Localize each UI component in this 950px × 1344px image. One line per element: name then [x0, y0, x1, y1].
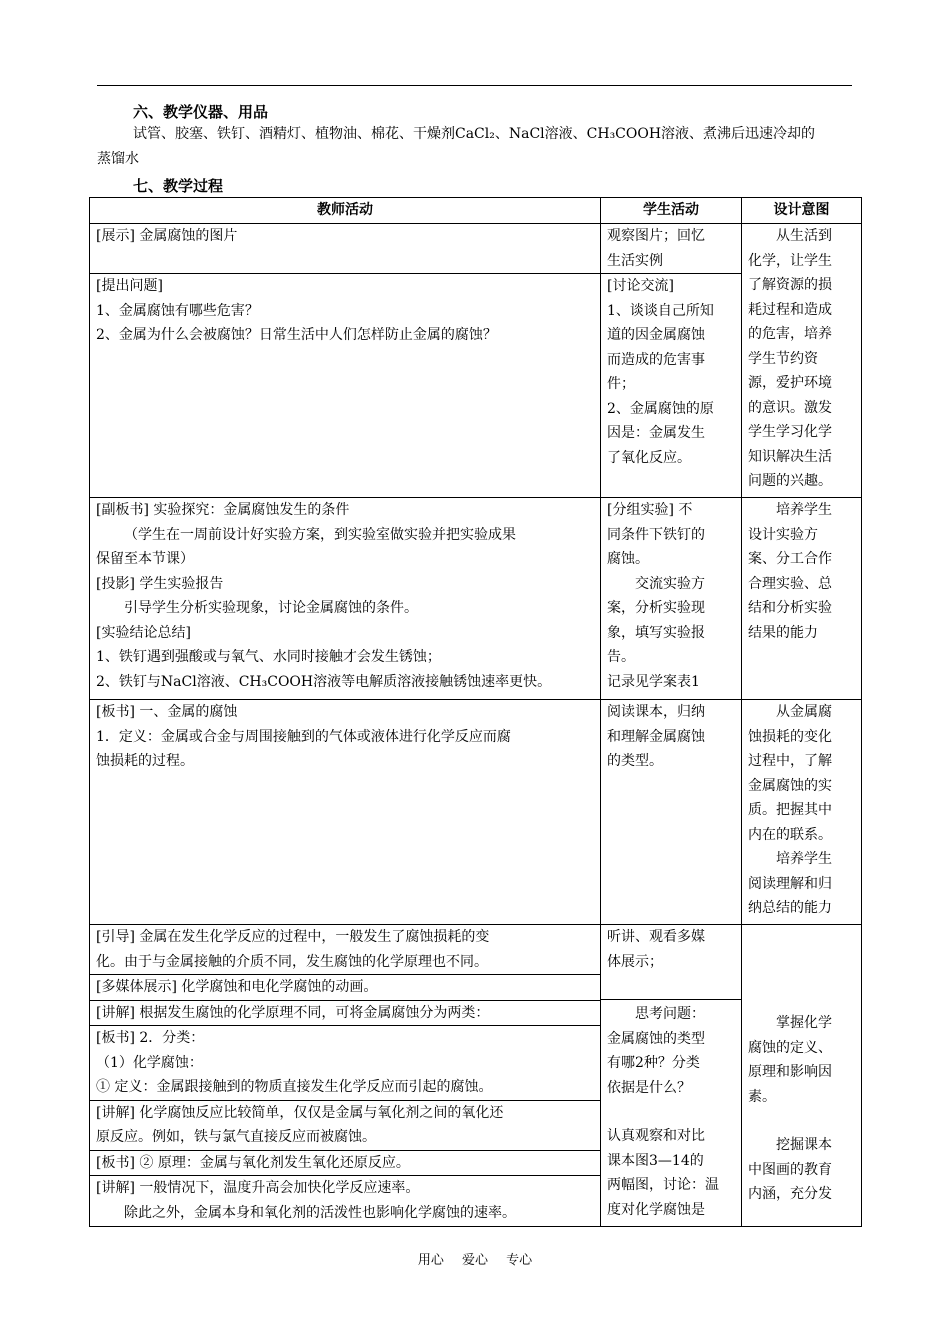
table-row	[90, 498, 862, 700]
header-intent: 设计意图	[742, 198, 862, 224]
text-line: [多媒体展示] 化学腐蚀和电化学腐蚀的动画。	[96, 979, 378, 995]
teacher-cell	[90, 274, 601, 498]
text-line: 了解资源的损	[748, 277, 832, 293]
text-line: ① 定义：金属跟接触到的物质直接发生化学反应而引起的腐蚀。	[96, 1079, 493, 1095]
teacher-cell	[90, 224, 601, 274]
text-line: 听讲、观看多媒	[607, 929, 705, 945]
text-line: 记录见学案表1	[607, 673, 700, 690]
text-line: 内涵，充分发	[748, 1186, 832, 1202]
text-line: 了氧化反应。	[607, 449, 691, 466]
text-line: 素。	[748, 1088, 776, 1105]
text-line: 认真观察和对比	[607, 1128, 705, 1144]
text-line: 原反应。例如，铁与氯气直接反应而被腐蚀。	[96, 1129, 376, 1145]
text-line: 因是：金属发生	[607, 425, 705, 441]
text-line: 过程中，了解	[748, 753, 832, 769]
text-line: 纳总结的能力	[748, 900, 832, 916]
text-line: 阅读理解和归	[748, 875, 832, 892]
text-line: 从生活到	[776, 228, 832, 244]
text-line: 腐蚀的定义、	[748, 1039, 832, 1056]
text-line: 2、铁钉与NaCl溶液、CH₃COOH溶液等电解质溶液接触锈蚀速率更快。	[96, 673, 552, 690]
text-line: 蚀损耗的变化	[748, 728, 832, 745]
text-line: 培养学生	[776, 851, 832, 867]
student-cell	[601, 274, 742, 498]
text-line: 和理解金属腐蚀	[607, 728, 705, 745]
text-line: 掌握化学	[776, 1015, 832, 1031]
text-line: 化学，让学生	[748, 252, 832, 269]
teacher-cell	[90, 700, 601, 925]
text-line: [展示] 金属腐蚀的图片	[96, 228, 238, 244]
text-line: [讲解] 根据发生腐蚀的化学原理不同，可将金属腐蚀分为两类：	[96, 1004, 490, 1021]
text-line: 挖掘课本	[776, 1137, 832, 1153]
equipment-line-2: 蒸馏水	[97, 151, 139, 167]
text-line: [板书] ② 原理：金属与氧化剂发生氧化还原反应。	[96, 1154, 410, 1171]
text-line: 观察图片；回忆	[607, 228, 705, 244]
text-line: 金属腐蚀的类型	[607, 1030, 705, 1047]
text-line: 案，分析实验现	[607, 600, 705, 616]
text-line: 阅读课本，归纳	[607, 704, 705, 720]
text-line: 而造成的危害事	[607, 351, 705, 368]
text-line: 体展示；	[607, 953, 663, 970]
text-line: 中图画的教育	[748, 1161, 832, 1178]
text-line: [讲解] 化学腐蚀反应比较简单，仅仅是金属与氧化剂之间的氧化还	[96, 1104, 504, 1121]
text-line: 件；	[607, 376, 635, 392]
text-line: 的类型。	[607, 753, 663, 769]
text-line: [分组实验] 不	[607, 502, 693, 518]
text-line	[607, 1100, 735, 1124]
text-line: 1、谈谈自己所知	[607, 302, 714, 319]
teacher-block-board	[90, 1025, 600, 1100]
text-line: 耗过程和造成	[748, 301, 832, 318]
text-line: [板书] 一、金属的腐蚀	[96, 704, 238, 720]
teacher-cell	[90, 498, 601, 700]
equipment-line-1: 试管、胶塞、铁钉、酒精灯、植物油、棉花、干燥剂CaCl₂、NaCl溶液、CH₃COOH溶液、煮沸后迅速冷却的	[133, 126, 816, 142]
text-line: （1）化学腐蚀：	[96, 1054, 203, 1071]
header-student: 学生活动	[601, 198, 742, 224]
text-line: 蚀损耗的过程。	[96, 753, 194, 769]
intent-cell	[742, 224, 862, 498]
text-line: 两幅图，讨论：温	[607, 1177, 719, 1193]
text-line: 交流实验方	[635, 575, 705, 592]
text-line: 依据是什么？	[607, 1079, 691, 1096]
table-header-row	[90, 198, 862, 224]
text-line: 1、金属腐蚀有哪些危害？	[96, 302, 259, 319]
teacher-block-explain	[90, 1100, 600, 1150]
table-row	[90, 925, 862, 1227]
header-rule	[97, 85, 852, 86]
intent-cell	[742, 700, 862, 925]
text-line: [提出问题]	[96, 278, 163, 294]
text-line: 原理和影响因	[748, 1064, 832, 1080]
teacher-block-guide	[90, 925, 600, 974]
text-line: [实验结论总结]	[96, 624, 191, 641]
text-line: 从金属腐	[776, 704, 832, 720]
text-line: 度对化学腐蚀是	[607, 1201, 705, 1218]
text-line: 引导学生分析实验现象，讨论金属腐蚀的条件。	[124, 600, 418, 616]
page-footer: 用心 爱心 专心	[417, 1253, 533, 1268]
intent-cell	[742, 498, 862, 700]
text-line: [引导] 金属在发生化学反应的过程中，一般发生了腐蚀损耗的变	[96, 929, 490, 945]
text-line: 知识解决生活	[748, 448, 832, 465]
text-line: [副板书] 实验探究：金属腐蚀发生的条件	[96, 502, 350, 518]
text-line: 1、铁钉遇到强酸或与氧气、水同时接触才会发生锈蚀；	[96, 649, 441, 665]
header-teacher: 教师活动	[90, 198, 601, 224]
text-line: 学生节约资	[748, 350, 818, 367]
text-line: 除此之外，金属本身和氧化剂的活泼性也影响化学腐蚀的速率。	[124, 1204, 516, 1221]
text-line: 的意识。激发	[748, 399, 832, 416]
text-line: 课本图3—14的	[607, 1152, 704, 1169]
text-line: 结和分析实验	[748, 600, 832, 616]
teacher-block-explain	[90, 1000, 600, 1026]
student-block	[601, 999, 741, 1222]
text-line: 象，填写实验报	[607, 624, 705, 641]
teacher-block-multimedia	[90, 974, 600, 1000]
text-line: 设计实验方	[748, 526, 818, 543]
teacher-block-board	[90, 1150, 600, 1176]
text-line: 有哪2种？分类	[607, 1055, 700, 1071]
text-line: 生活实例	[607, 252, 663, 269]
text-line: [投影] 学生实验报告	[96, 575, 224, 592]
text-line: [讲解] 一般情况下，温度升高会加快化学反应速率。	[96, 1180, 420, 1196]
student-cell	[601, 224, 742, 274]
text-line: 结果的能力	[748, 624, 818, 641]
table-row	[90, 700, 862, 925]
text-line: 案、分工合作	[748, 551, 832, 567]
text-line: 腐蚀。	[607, 551, 649, 567]
student-cell	[601, 700, 742, 925]
text-line: 告。	[607, 649, 635, 665]
text-line: 的危害，培养	[748, 326, 832, 342]
text-line: 1．定义：金属或合金与周围接触到的气体或液体进行化学反应而腐	[96, 728, 511, 745]
text-line: 2、金属腐蚀的原	[607, 400, 714, 417]
text-line: 2、金属为什么会被腐蚀？日常生活中人们怎样防止金属的腐蚀？	[96, 327, 497, 343]
equipment-heading: 六、教学仪器、用品	[133, 103, 269, 121]
text-line: 问题的兴趣。	[748, 473, 832, 489]
teacher-block-explain	[90, 1175, 600, 1225]
text-line: [讨论交流]	[607, 278, 674, 294]
text-line: 质。把握其中	[748, 802, 832, 818]
intent-cell	[742, 925, 862, 1227]
text-line: 保留至本节课）	[96, 551, 194, 567]
text-line: 同条件下铁钉的	[607, 526, 705, 543]
text-line: （学生在一周前设计好实验方案，到实验室做实验并把实验成果	[124, 526, 516, 543]
text-line: [板书] 2．分类：	[96, 1030, 205, 1046]
text-line: 合理实验、总	[748, 575, 832, 592]
process-heading: 七、教学过程	[133, 177, 224, 195]
table-row	[90, 224, 862, 274]
text-line: 内在的联系。	[748, 826, 832, 843]
teacher-cell	[90, 925, 601, 1227]
text-line: 培养学生	[776, 502, 832, 518]
text-line: 化。由于与金属接触的介质不同，发生腐蚀的化学原理也不同。	[96, 953, 488, 970]
student-cell	[601, 498, 742, 700]
text-line: 源，爱护环境	[748, 375, 832, 391]
text-line: 思考问题：	[635, 1006, 705, 1022]
text-line: 学生学习化学	[748, 424, 832, 440]
student-cell	[601, 925, 742, 1227]
text-line: 道的因金属腐蚀	[607, 327, 705, 343]
student-block	[601, 925, 741, 999]
text-line: 金属腐蚀的实	[748, 777, 832, 794]
teaching-process-table	[89, 197, 862, 1227]
